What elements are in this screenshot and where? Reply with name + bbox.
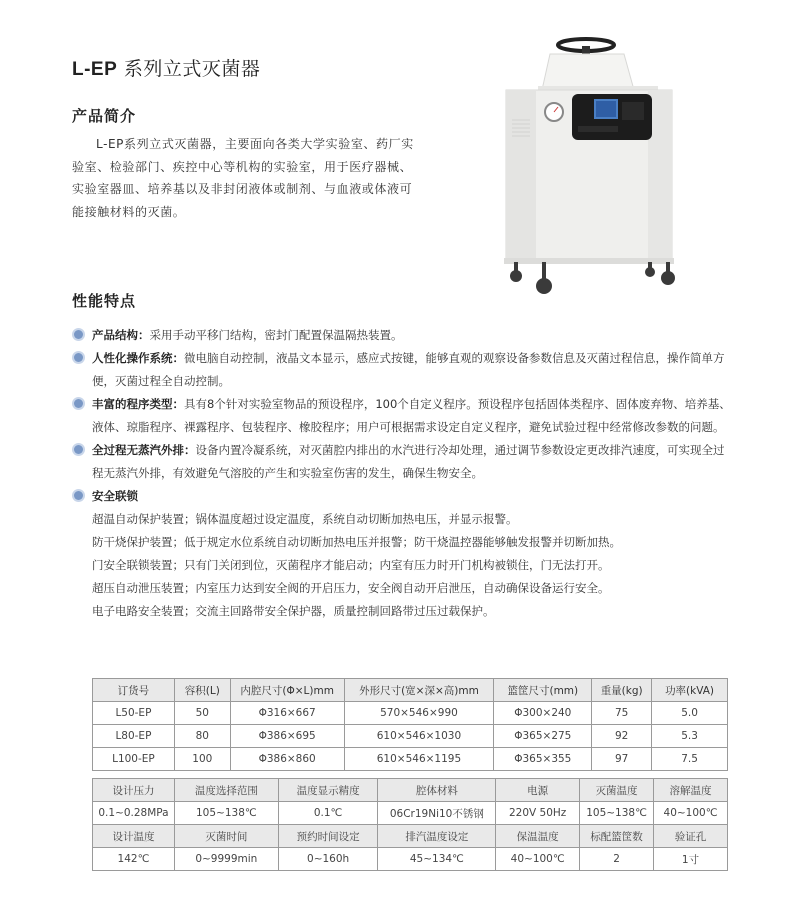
table-header-cell: 温度选择范围 <box>174 779 278 802</box>
table-row <box>93 702 728 725</box>
table-header-cell: 溶解温度 <box>654 779 728 802</box>
model-name: L-EP <box>72 59 118 80</box>
table-header-cell: 温度显示精度 <box>278 779 378 802</box>
table-cell: 40~100℃ <box>654 802 728 825</box>
table-header-cell: 设计压力 <box>93 779 175 802</box>
table-header-cell: 验证孔 <box>654 825 728 848</box>
bullet-icon <box>74 445 83 454</box>
table-row <box>93 725 728 748</box>
page-title <box>72 54 260 81</box>
safety-item: 超压自动泄压装置；内室压力达到安全阀的开启压力，安全阀自动开启泄压，自动确保设备运行安全。 <box>92 581 610 595</box>
table-header-cell: 设计温度 <box>93 825 175 848</box>
safety-item: 电子电路安全装置；交流主回路带安全保护器，质量控制回路带过压过载保护。 <box>92 604 495 618</box>
table-header-cell: 重量(kg) <box>592 679 652 702</box>
parameter-table <box>92 778 728 871</box>
table-cell: 7.5 <box>652 748 728 771</box>
table-header-row <box>93 825 728 848</box>
safety-list <box>72 508 734 623</box>
table-header-cell: 订货号 <box>93 679 175 702</box>
feature-item-no-steam: 全过程无蒸汽外排：设备内置冷凝系统，对灭菌腔内排出的水汽进行冷却处理，通过调节参数设定更改排汽速度，可实现全过程无蒸汽外排，有效避免气溶胶的产生和实验室伤害的发生，确保生物安全。 <box>72 439 734 485</box>
bullet-icon <box>74 491 83 500</box>
table-cell: 570×546×990 <box>344 702 494 725</box>
table-row <box>93 748 728 771</box>
table-cell: Φ386×695 <box>230 725 344 748</box>
table-row <box>93 802 728 825</box>
table-cell: 06Cr19Ni10不锈钢 <box>378 802 496 825</box>
intro-heading: 产品简介 <box>72 107 137 125</box>
table-cell: 0~9999min <box>174 848 278 871</box>
feature-item-structure: 产品结构：采用手动平移门结构，密封门配置保温隔热装置。 <box>72 324 734 347</box>
table-cell: 2 <box>580 848 654 871</box>
table-cell: Φ386×860 <box>230 748 344 771</box>
table-cell: 0.1~0.28MPa <box>93 802 175 825</box>
table-cell: 5.0 <box>652 702 728 725</box>
features-list <box>72 324 734 623</box>
table-cell: 45~134℃ <box>378 848 496 871</box>
table-cell: 220V 50Hz <box>496 802 580 825</box>
feature-item-safety: 安全联锁 <box>72 485 734 508</box>
table-cell: Φ316×667 <box>230 702 344 725</box>
table-cell: 50 <box>174 702 230 725</box>
table-cell: 105~138℃ <box>580 802 654 825</box>
table-cell: L50-EP <box>93 702 175 725</box>
feature-item-programs: 丰富的程序类型：具有8个针对实验室物品的预设程序，100个自定义程序。预设程序包括固体类程序、固体废弃物、培养基、液体、琼脂程序、裸露程序、包装程序、橡胶程序；用户可根据需求设定自定义程序，避免试验过程中经常修改参数的问题。 <box>72 393 734 439</box>
product-series-name: 系列立式灭菌器 <box>117 58 261 80</box>
table-cell: 80 <box>174 725 230 748</box>
table-cell: 75 <box>592 702 652 725</box>
feature-item-operation: 人性化操作系统：微电脑自动控制，液晶文本显示，感应式按键，能够直观的观察设备参数信息及灭菌过程信息，操作简单方便，灭菌过程全自动控制。 <box>72 347 734 393</box>
bullet-icon <box>74 353 83 362</box>
table-cell: 0.1℃ <box>278 802 378 825</box>
table-header-cell: 篮筐尺寸(mm) <box>494 679 592 702</box>
bullet-icon <box>74 399 83 408</box>
safety-item: 超温自动保护装置；锅体温度超过设定温度，系统自动切断加热电压，并显示报警。 <box>92 512 518 526</box>
table-cell: L80-EP <box>93 725 175 748</box>
table-header-cell: 灭菌时间 <box>174 825 278 848</box>
table-cell: 610×546×1195 <box>344 748 494 771</box>
table-cell: 1寸 <box>654 848 728 871</box>
table-cell: 5.3 <box>652 725 728 748</box>
table-cell: 610×546×1030 <box>344 725 494 748</box>
model-spec-table <box>92 678 728 771</box>
table-cell: 142℃ <box>93 848 175 871</box>
table-header-cell: 灭菌温度 <box>580 779 654 802</box>
safety-item: 门安全联锁装置；只有门关闭到位，灭菌程序才能启动；内室有压力时开门机构被锁住，门无法打开。 <box>92 558 610 572</box>
table-header-cell: 排汽温度设定 <box>378 825 496 848</box>
features-heading: 性能特点 <box>72 292 137 310</box>
table-cell: 100 <box>174 748 230 771</box>
table-cell: 40~100℃ <box>496 848 580 871</box>
intro-text: L-EP系列立式灭菌器，主要面向各类大学实验室、药厂实验室、检验部门、疾控中心等机构的实验室，用于医疗器械、实验室器皿、培养基以及非封闭液体或制剂、与血液或体液可能接触材料的灭菌。 <box>72 137 414 219</box>
table-header-cell: 外形尺寸(宽×深×高)mm <box>344 679 494 702</box>
table-header-cell: 功率(kVA) <box>652 679 728 702</box>
table-header-cell: 标配篮筐数 <box>580 825 654 848</box>
safety-item: 防干烧保护装置；低于规定水位系统自动切断加热电压并报警；防干烧温控器能够触发报警并切断加热。 <box>92 535 621 549</box>
table-cell: 0~160h <box>278 848 378 871</box>
table-row <box>93 848 728 871</box>
table-header-cell: 电源 <box>496 779 580 802</box>
table-header-row <box>93 779 728 802</box>
table-cell: Φ365×275 <box>494 725 592 748</box>
table-header-cell: 预约时间设定 <box>278 825 378 848</box>
table-header-cell: 腔体材料 <box>378 779 496 802</box>
table-cell: 97 <box>592 748 652 771</box>
table-cell: L100-EP <box>93 748 175 771</box>
table-header-cell: 容积(L) <box>174 679 230 702</box>
bullet-icon <box>74 330 83 339</box>
table-header-row <box>93 679 728 702</box>
vertical-autoclave-photo <box>498 36 690 310</box>
table-header-cell: 保温温度 <box>496 825 580 848</box>
table-cell: Φ300×240 <box>494 702 592 725</box>
table-cell: 105~138℃ <box>174 802 278 825</box>
table-cell: 92 <box>592 725 652 748</box>
table-cell: Φ365×355 <box>494 748 592 771</box>
table-header-cell: 内腔尺寸(Φ×L)mm <box>230 679 344 702</box>
